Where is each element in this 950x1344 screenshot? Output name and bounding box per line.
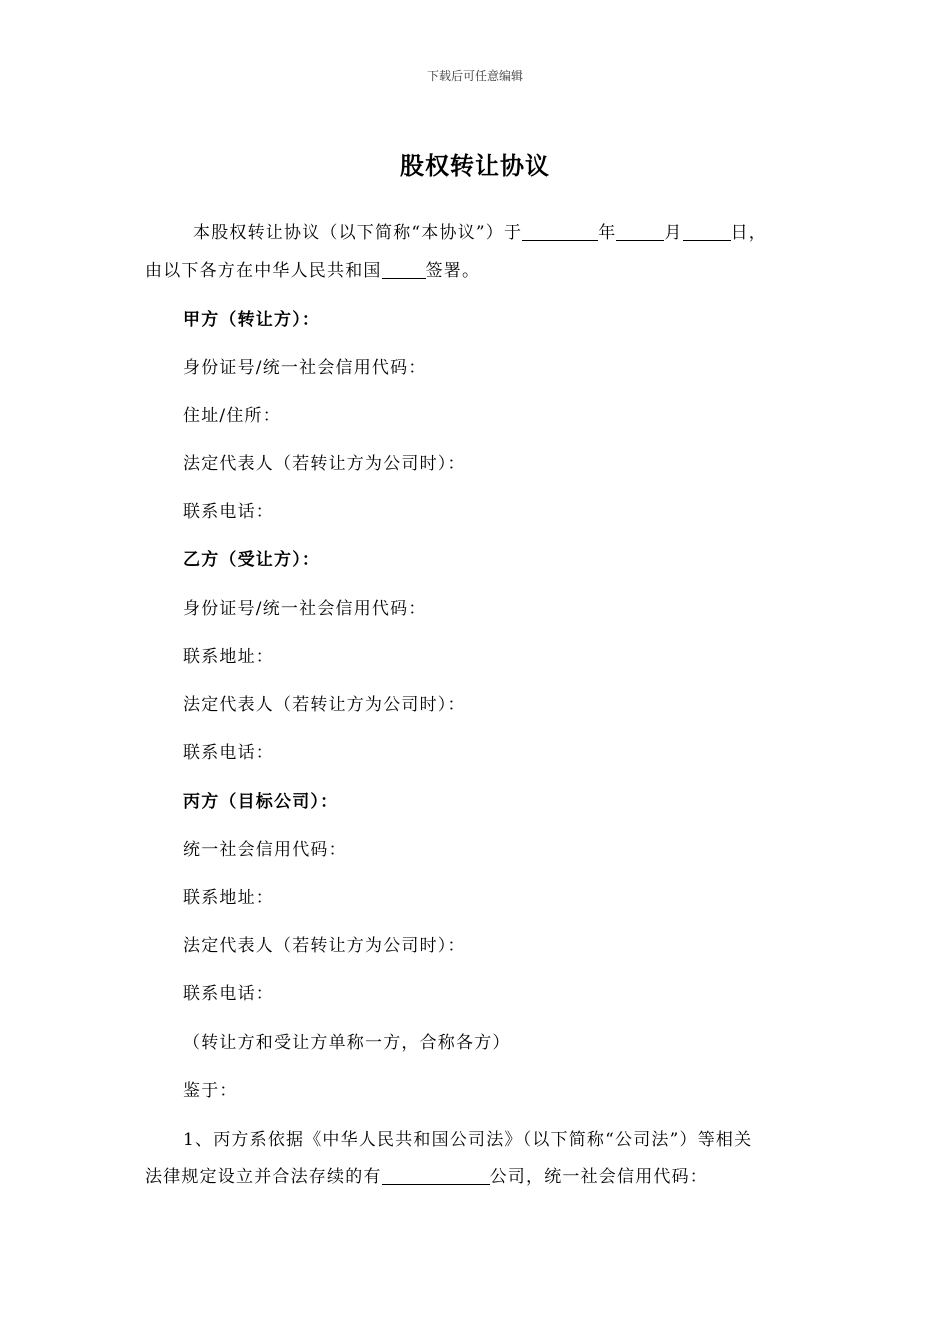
parties-note: （转让方和受让方单称一方，合称各方）	[183, 1033, 511, 1053]
party-c-rep: 法定代表人（若转让方为公司时）：	[183, 936, 466, 956]
whereas-label: 鉴于：	[183, 1081, 238, 1101]
party-a-phone: 联系电话：	[183, 502, 274, 522]
day-label: 日，	[730, 223, 767, 243]
date-day-blank	[683, 222, 731, 241]
party-a-id: 身份证号/统一社会信用代码：	[183, 358, 427, 378]
page-header: 下载后可任意编辑	[426, 69, 523, 83]
party-a-rep: 法定代表人（若转让方为公司时）：	[183, 454, 466, 474]
document-title: 股权转让协议	[400, 151, 550, 180]
party-c-address: 联系地址：	[183, 888, 274, 908]
party-c-id: 统一社会信用代码：	[183, 840, 347, 860]
clause-1-line-1: 1、丙方系依据《中华人民共和国公司法》（以下简称“公司法”）等相关	[183, 1130, 753, 1150]
party-c-heading: 丙方（目标公司）：	[183, 792, 339, 812]
intro-text: 本股权转让协议（以下简称“本协议”）于	[193, 223, 523, 243]
clause-1-line-2	[145, 1162, 708, 1187]
party-a-heading: 甲方（转让方）：	[183, 310, 321, 330]
party-b-address: 联系地址：	[183, 647, 274, 667]
party-b-rep: 法定代表人（若转让方为公司时）：	[183, 695, 466, 715]
intro-line-2	[145, 256, 480, 281]
party-b-phone: 联系电话：	[183, 743, 274, 763]
month-label: 月	[664, 223, 683, 243]
party-b-heading: 乙方（受让方）：	[183, 550, 321, 570]
party-c-phone: 联系电话：	[183, 984, 274, 1004]
date-month-blank	[616, 222, 664, 241]
signed-label: 签署。	[425, 261, 481, 281]
company-type-blank	[382, 1166, 490, 1185]
clause-1-text-a: 法律规定设立并合法存续的有	[145, 1167, 382, 1187]
intro-place-text: 由以下各方在中华人民共和国	[145, 261, 382, 281]
year-label: 年	[598, 223, 617, 243]
party-a-address: 住址/住所：	[183, 406, 281, 426]
party-b-id: 身份证号/统一社会信用代码：	[183, 599, 427, 619]
place-blank	[382, 260, 426, 279]
clause-1-text-b: 公司，统一社会信用代码：	[489, 1167, 709, 1187]
date-year-blank	[522, 222, 598, 241]
intro-line-1	[193, 218, 767, 243]
